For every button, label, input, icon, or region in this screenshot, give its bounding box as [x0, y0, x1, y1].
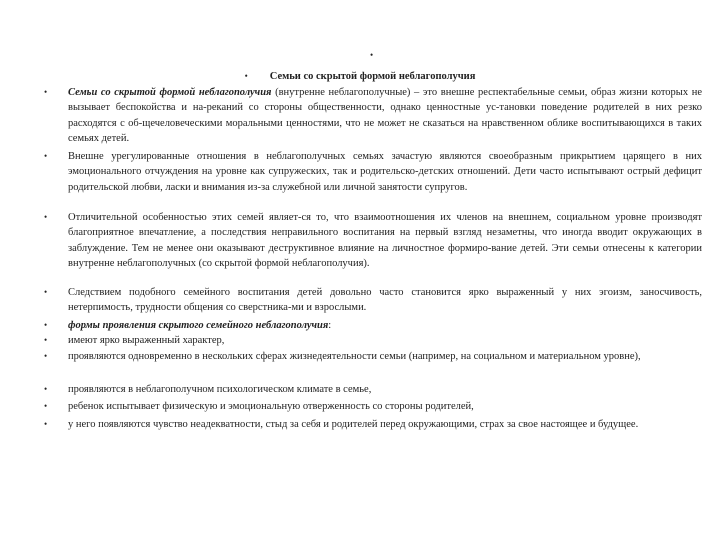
item-text: проявляются в неблагополучном психологическом климате в семье, — [68, 384, 372, 395]
bullet-marker: • — [44, 335, 48, 345]
bullet-marker: • — [44, 320, 48, 330]
list-item — [44, 85, 702, 147]
item-lead: формы проявления скрытого семейного неблагополучия — [68, 320, 329, 331]
item-text: Отличительной особенностью этих семей являет-ся то, что взаимоотношения их членов на внешнем, социальном уровне производят благоприятное впечатление, а последствия неправильного воспитания на первый взгляд незаметны, что иногда вводит окружающих в заблуждение. Тем не менее они оказывают деструктивное влияние на личностное формиро-вание детей. Эти семьи отнесены к категории внутренне неблагополучных (со скрытой формой неблагополучия). — [68, 212, 702, 270]
bullet-marker: • — [44, 384, 48, 394]
item-lead: Семьи со скрытой формой неблагополучия — [68, 87, 272, 98]
bullet-marker: • — [44, 87, 48, 97]
bullet-marker: • — [44, 351, 48, 361]
bullet-marker: • — [244, 71, 248, 81]
item-text: : — [328, 320, 332, 331]
item-text: (внутренне неблагополучные) – это внешне респектабельные семьи, образ жизни которых не вызывает беспокойства и на-реканий со стороны общественности, однако ценностные ус-тановки поведение родителей в них резко расходятся с об-щечеловеческими моральными ценностями, что не может не сказаться на нравственном облике воспитывающихся в таких семьях детей. — [68, 87, 702, 145]
bullet-marker: • — [44, 419, 48, 429]
slide-title — [0, 71, 720, 82]
item-text: имеют ярко выраженный характер, — [68, 335, 225, 346]
item-text: Внешне урегулированные отношения в неблагополучных семьях зачастую являются своеобразным прикрытием царящего в них эмоционального отчуждения на уровне как супружеских, так и родительско-детских отношений. Дети часто испытывают острый дефицит родительской любви, ласки и внимания из-за служебной или личной занятости супругов. — [68, 151, 702, 193]
bullet-marker: • — [44, 287, 48, 297]
title-text: Семьи со скрытой формой неблагополучия — [269, 71, 476, 82]
bullet-marker: • — [44, 151, 48, 161]
list-item — [44, 382, 702, 397]
list-item — [44, 210, 702, 272]
list-item — [44, 399, 702, 414]
list-item — [44, 349, 702, 364]
item-text: ребенок испытывает физическую и эмоциональную отверженность со стороны родителей, — [68, 401, 474, 412]
item-text: проявляются одновременно в нескольких сферах жизнедеятельности семьи (например, на социальном и материальном уровне), — [68, 351, 641, 362]
list-item — [44, 149, 702, 195]
list-item — [44, 285, 702, 316]
list-item — [44, 333, 702, 348]
bullet-marker: • — [44, 401, 48, 411]
item-text: у него появляются чувство неадекватности, стыд за себя и родителей перед окружающими, страх за свое настоящее и будущее. — [68, 419, 639, 430]
list-item — [44, 318, 702, 333]
item-text: Следствием подобного семейного воспитания детей довольно часто становится ярко выраженный у них эгоизм, заносчивость, нетерпимость, трудности общения со сверстника-ми и взрослыми. — [68, 287, 702, 314]
bullet-marker: • — [370, 50, 374, 60]
list-item — [44, 417, 702, 432]
bullet-marker: • — [44, 212, 48, 222]
